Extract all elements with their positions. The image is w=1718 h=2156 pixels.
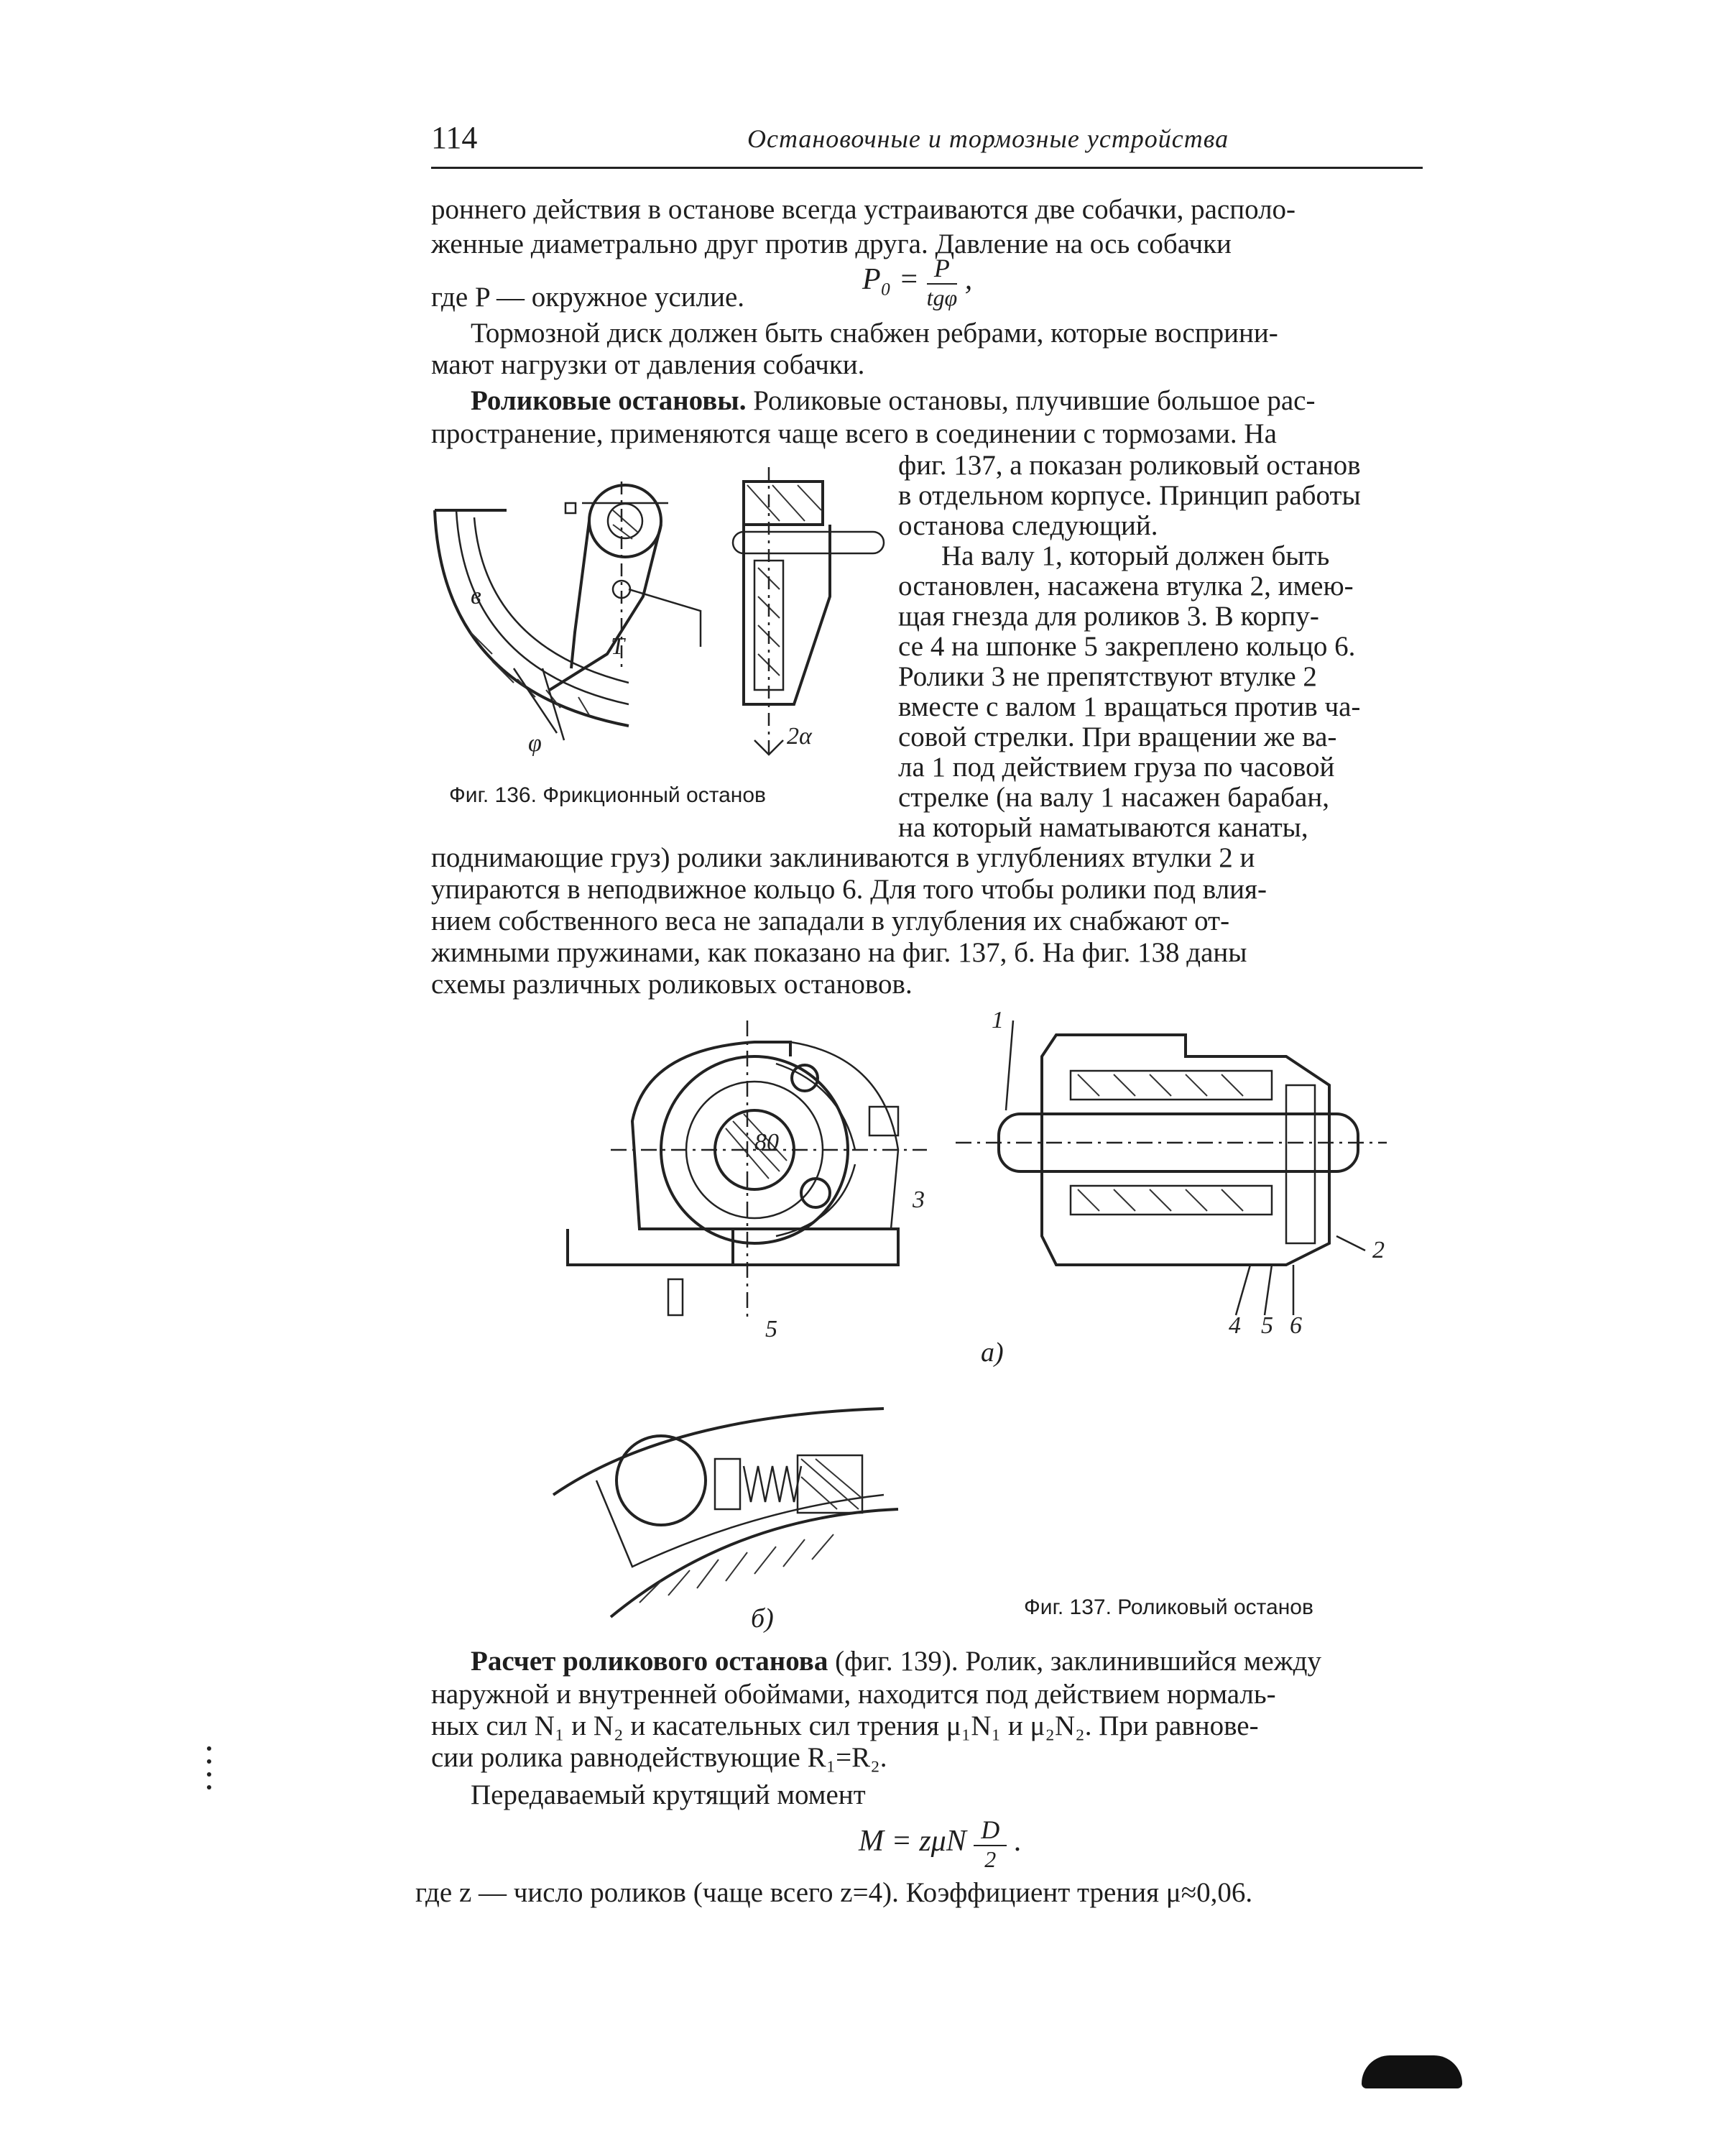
text-run: (фиг. 139). Ролик, заклинившийся между — [828, 1646, 1322, 1677]
text-line: совой стрелки. При вращении же ва- — [898, 722, 1337, 752]
figure-137a-drawing — [553, 1006, 1415, 1342]
fig136-label-t: T — [611, 633, 624, 660]
text-line: Тормозной диск должен быть снабжен ребрами, которые восприни- — [471, 318, 1278, 349]
text-line: фиг. 137, а показан роликовый останов — [898, 450, 1361, 481]
fig136-label-2alpha: 2α — [787, 723, 812, 750]
fig137a-label-2: 2 — [1372, 1237, 1385, 1263]
header-rule — [431, 167, 1423, 169]
text-line: поднимающие груз) ролики заклиниваются в углублениях втулки 2 и — [431, 842, 1255, 873]
text-line: вместе с валом 1 вращаться против ча- — [898, 691, 1361, 722]
figure-137b-drawing — [553, 1387, 898, 1617]
text-line: схемы различных роликовых остановов. — [431, 969, 913, 1000]
text-line: где P — окружное усилие. — [431, 282, 745, 313]
text-line — [471, 385, 1315, 417]
formula-tail: , — [964, 263, 973, 297]
text-line: стрелке (на валу 1 насажен барабан, — [898, 782, 1329, 813]
text-line: остановлен, насажена втулка 2, имею- — [898, 571, 1354, 602]
text-line: Ролики 3 не препятствуют втулке 2 — [898, 661, 1317, 692]
text-line: пространение, применяются чаще всего в соединении с тормозами. На — [431, 418, 1277, 449]
figure-137-caption: Фиг. 137. Роликовый останов — [1024, 1595, 1313, 1619]
formula-lhs: M = zμN — [859, 1825, 966, 1858]
figure-137b-sublabel: б) — [751, 1603, 774, 1634]
text-line — [471, 1646, 1321, 1677]
figure-136-drawing — [428, 453, 887, 776]
scan-ink-blot — [1362, 2055, 1462, 2088]
formula-fraction — [974, 1815, 1007, 1873]
page-number: 114 — [431, 120, 478, 155]
fig137a-label-1: 1 — [992, 1007, 1004, 1033]
fig137a-label-4: 4 — [1229, 1312, 1241, 1339]
text-line: в отдельном корпусе. Принцип работы — [898, 480, 1361, 511]
formula-pawl-pressure — [862, 253, 972, 311]
figure-136-caption: Фиг. 136. Фрикционный останов — [449, 783, 766, 807]
formula-torque — [859, 1815, 1022, 1873]
text-line: где z — число роликов (чаще всего z=4). Коэффициент трения μ≈0,06. — [415, 1877, 1253, 1908]
scan-mark — [207, 1759, 211, 1764]
text-line: се 4 на шпонке 5 закреплено кольцо 6. — [898, 631, 1356, 662]
formula-lhs: P₀ = — [862, 263, 920, 297]
fig136-label-phi: φ — [528, 730, 542, 757]
fig137a-label-80: 80 — [754, 1129, 779, 1156]
figure-137a-sublabel: а) — [981, 1337, 1004, 1368]
text-line: На валу 1, который должен быть — [941, 540, 1330, 571]
text-line: останова следующий. — [898, 510, 1158, 541]
section-heading: Расчет роликового останова — [471, 1646, 828, 1677]
section-heading: Роликовые остановы. — [471, 385, 747, 416]
scan-mark — [207, 1772, 211, 1777]
running-header: Остановочные и тормозные устройства — [747, 124, 1229, 153]
fig137a-label-3: 3 — [913, 1187, 925, 1213]
fig136-label-b: в — [471, 583, 481, 609]
text-line: нием собственного веса не западали в углубления их снабжают от- — [431, 906, 1230, 936]
text-line: мают нагрузки от давления собачки. — [431, 349, 865, 380]
text-line: ных сил N₁ и N₂ и касательных сил трения μ₁N₁ и μ₂N₂. При равнове- — [431, 1710, 1259, 1741]
text-line: наружной и внутренней обоймами, находится под действием нормаль- — [431, 1679, 1276, 1710]
formula-fraction — [927, 253, 958, 311]
text-line: упираются в неподвижное кольцо 6. Для того чтобы ролики под влия- — [431, 874, 1267, 905]
formula-numerator: P — [927, 253, 958, 285]
text-run: Роликовые остановы, плучившие большое рас- — [746, 385, 1316, 416]
scan-mark — [207, 1746, 211, 1751]
formula-tail: . — [1014, 1825, 1022, 1858]
scan-mark — [207, 1785, 211, 1789]
text-line: Передаваемый крутящий момент — [471, 1779, 866, 1810]
formula-denominator: tgφ — [926, 285, 958, 310]
formula-denominator: 2 — [984, 1846, 997, 1872]
text-line: жимными пружинами, как показано на фиг. 137, б. На фиг. 138 даны — [431, 937, 1247, 968]
fig137a-label-5b: 5 — [1261, 1312, 1273, 1339]
text-line: ла 1 под действием груза по часовой — [898, 752, 1335, 783]
text-line: на который наматываются канаты, — [898, 812, 1308, 843]
fig137a-label-6: 6 — [1290, 1312, 1302, 1339]
text-line: женные диаметрально друг против друга. Давление на ось собачки — [431, 229, 1232, 259]
text-line: роннего действия в останове всегда устраиваются две собачки, располо- — [431, 194, 1296, 225]
text-line: сии ролика равнодействующие R₁=R₂. — [431, 1742, 887, 1773]
fig137a-label-5: 5 — [765, 1316, 777, 1342]
text-line: щая гнезда для роликов 3. В корпу- — [898, 601, 1319, 632]
formula-numerator: D — [974, 1815, 1007, 1846]
